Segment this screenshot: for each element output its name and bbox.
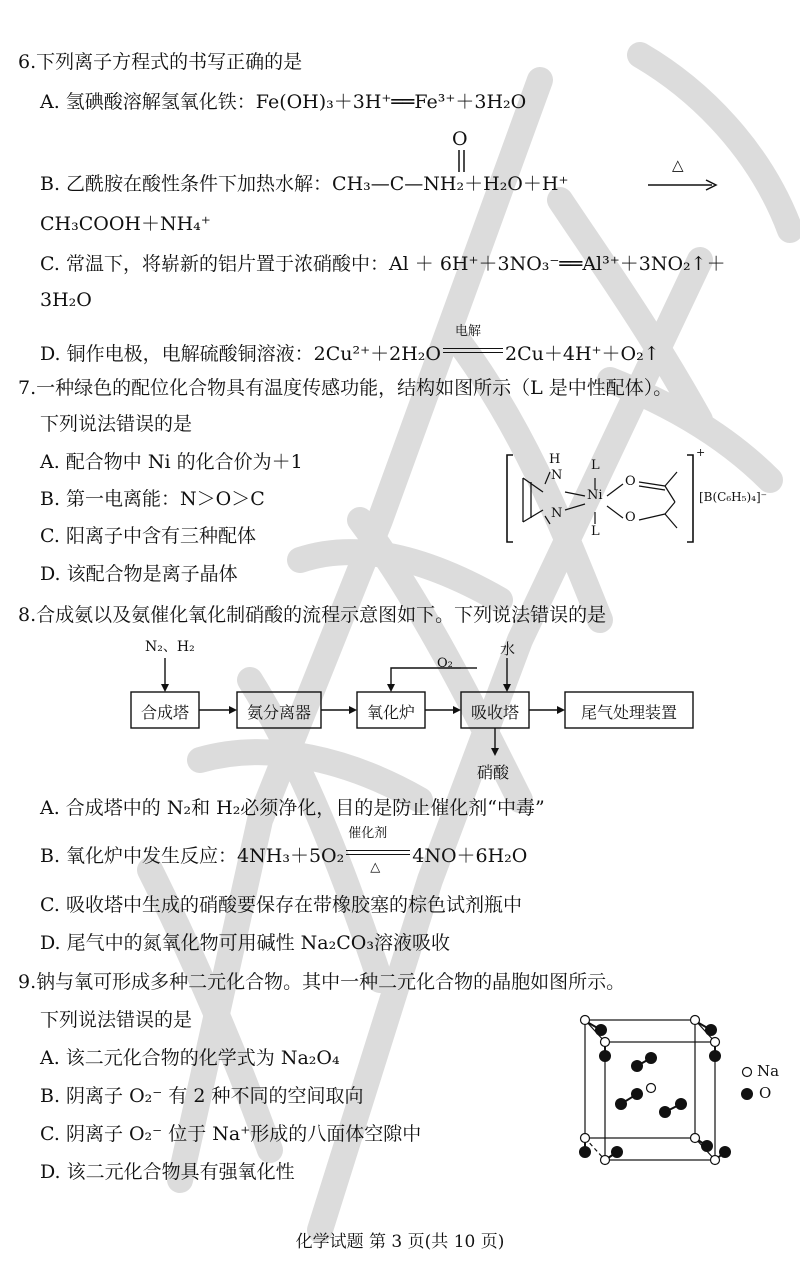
flow-box-synthesis: 合成塔: [140, 703, 189, 722]
q7-option-c: C. 阳离子中含有三种配体: [40, 525, 256, 547]
q6-option-b-equation: CH₃—C—NH₂＋H₂O＋H⁺: [332, 173, 569, 195]
q6-option-b-cont: CH₃COOH＋NH₄⁺: [40, 213, 211, 235]
q7-option-a: A. 配合物中 Ni 的化合价为＋1: [40, 451, 303, 473]
crystal-cell-drawing: [565, 1000, 790, 1180]
q8-option-a: A. 合成塔中的 N₂和 H₂必须净化，目的是防止催化剂“中毒”: [40, 797, 545, 819]
q6-option-c: C. 常温下，将崭新的铝片置于浓硝酸中：Al ＋ 6H⁺＋3NO₃⁻══Al³⁺＋3NO₂↑＋: [40, 253, 726, 275]
q8-b-condition-bottom: △: [370, 860, 381, 875]
complex-h-label: H: [549, 452, 561, 467]
flow-box-oxidizer: 氧化炉: [366, 703, 415, 722]
amide-double-bond: [452, 150, 472, 172]
complex-l2-label: L: [591, 524, 600, 539]
q8-option-d: D. 尾气中的氮氧化物可用碱性 Na₂CO₃溶液吸收: [40, 932, 450, 954]
q9-option-a: A. 该二元化合物的化学式为 Na₂O₄: [40, 1047, 340, 1069]
complex-l1-label: L: [591, 458, 600, 473]
flow-box-separator: 氨分离器: [246, 703, 311, 722]
q9-option-c: C. 阴离子 O₂⁻ 位于 Na⁺形成的八面体空隙中: [40, 1123, 422, 1145]
q6-option-a: A. 氢碘酸溶解氢氧化铁：Fe(OH)₃＋3H⁺══Fe³⁺＋3H₂O: [40, 91, 527, 113]
q9-stem: 9.钠与氧可形成多种二元化合物。其中一种二元化合物的晶胞如图所示。: [18, 971, 626, 993]
complex-o2-label: O: [625, 510, 636, 525]
q6-option-d-left: D. 铜作电极，电解硫酸铜溶液：2Cu²⁺＋2H₂O: [40, 343, 441, 365]
q9-option-d: D. 该二元化合物具有强氧化性: [40, 1161, 295, 1183]
q9-option-b: B. 阴离子 O₂⁻ 有 2 种不同的空间取向: [40, 1085, 364, 1107]
complex-n1-label: N: [551, 468, 563, 483]
q6-d-condition: 电解: [455, 324, 482, 339]
amide-oxygen: O: [452, 128, 468, 150]
q8-option-b-right: 4NO＋6H₂O: [412, 845, 528, 867]
flow-box-tail-gas: 尾气处理装置: [580, 703, 677, 722]
q8-b-catalyst-arrow: [344, 826, 412, 875]
complex-structure-figure: [505, 446, 790, 550]
q8-option-b-left: B. 氧化炉中发生反应：4NH₃＋5O₂: [40, 845, 345, 867]
page-footer: 化学试题 第 3 页(共 10 页): [295, 1232, 505, 1252]
process-flow-diagram: [125, 636, 700, 786]
q6-option-c-cont: 3H₂O: [40, 289, 92, 311]
legend-na-label: Na: [757, 1062, 780, 1080]
q6-d-electrolysis-arrow: [441, 324, 505, 360]
flow-box-absorber: 吸收塔: [470, 703, 519, 722]
flow-output-label: 硝酸: [477, 763, 510, 782]
q8-option-c: C. 吸收塔中生成的硝酸要保存在带橡胶塞的棕色试剂瓶中: [40, 894, 522, 916]
q6-b-heat-condition: △: [672, 156, 684, 174]
flow-o2-label: O₂: [437, 656, 453, 671]
q9-stem-cont: 下列说法错误的是: [40, 1009, 193, 1031]
complex-o1-label: O: [625, 474, 636, 489]
legend-o-label: O: [759, 1084, 772, 1102]
complex-anion-label: [B(C₆H₅)₄]⁻: [699, 490, 767, 504]
q6-option-b: [40, 172, 568, 196]
q7-stem: 7.一种绿色的配位化合物具有温度传感功能，结构如图所示（L 是中性配体）。: [18, 377, 673, 399]
q8-b-condition-top: 催化剂: [348, 826, 388, 841]
flow-input-label: N₂、H₂: [145, 639, 195, 655]
q6-option-d-right: 2Cu＋4H⁺＋O₂↑: [505, 343, 660, 365]
complex-charge-label: +: [696, 446, 706, 459]
q6-option-d: [40, 324, 660, 366]
crystal-cell-figure: [565, 1000, 790, 1180]
q7-option-d: D. 该配合物是离子晶体: [40, 563, 238, 585]
q6-b-arrow-icon: [648, 178, 718, 192]
q6-stem: 6.下列离子方程式的书写正确的是: [18, 51, 303, 73]
q8-stem: 8.合成氨以及氨催化氧化制硝酸的流程示意图如下。下列说法错误的是: [18, 604, 607, 626]
q7-stem-cont: 下列说法错误的是: [40, 413, 193, 435]
complex-ni-label: Ni: [587, 488, 603, 503]
q8-option-b: [40, 826, 528, 875]
complex-n2-label: N: [551, 506, 563, 521]
q6-option-b-text: B. 乙酰胺在酸性条件下加热水解：: [40, 173, 333, 195]
q7-option-b: B. 第一电离能：N＞O＞C: [40, 488, 265, 510]
flow-water-label: 水: [500, 640, 516, 658]
